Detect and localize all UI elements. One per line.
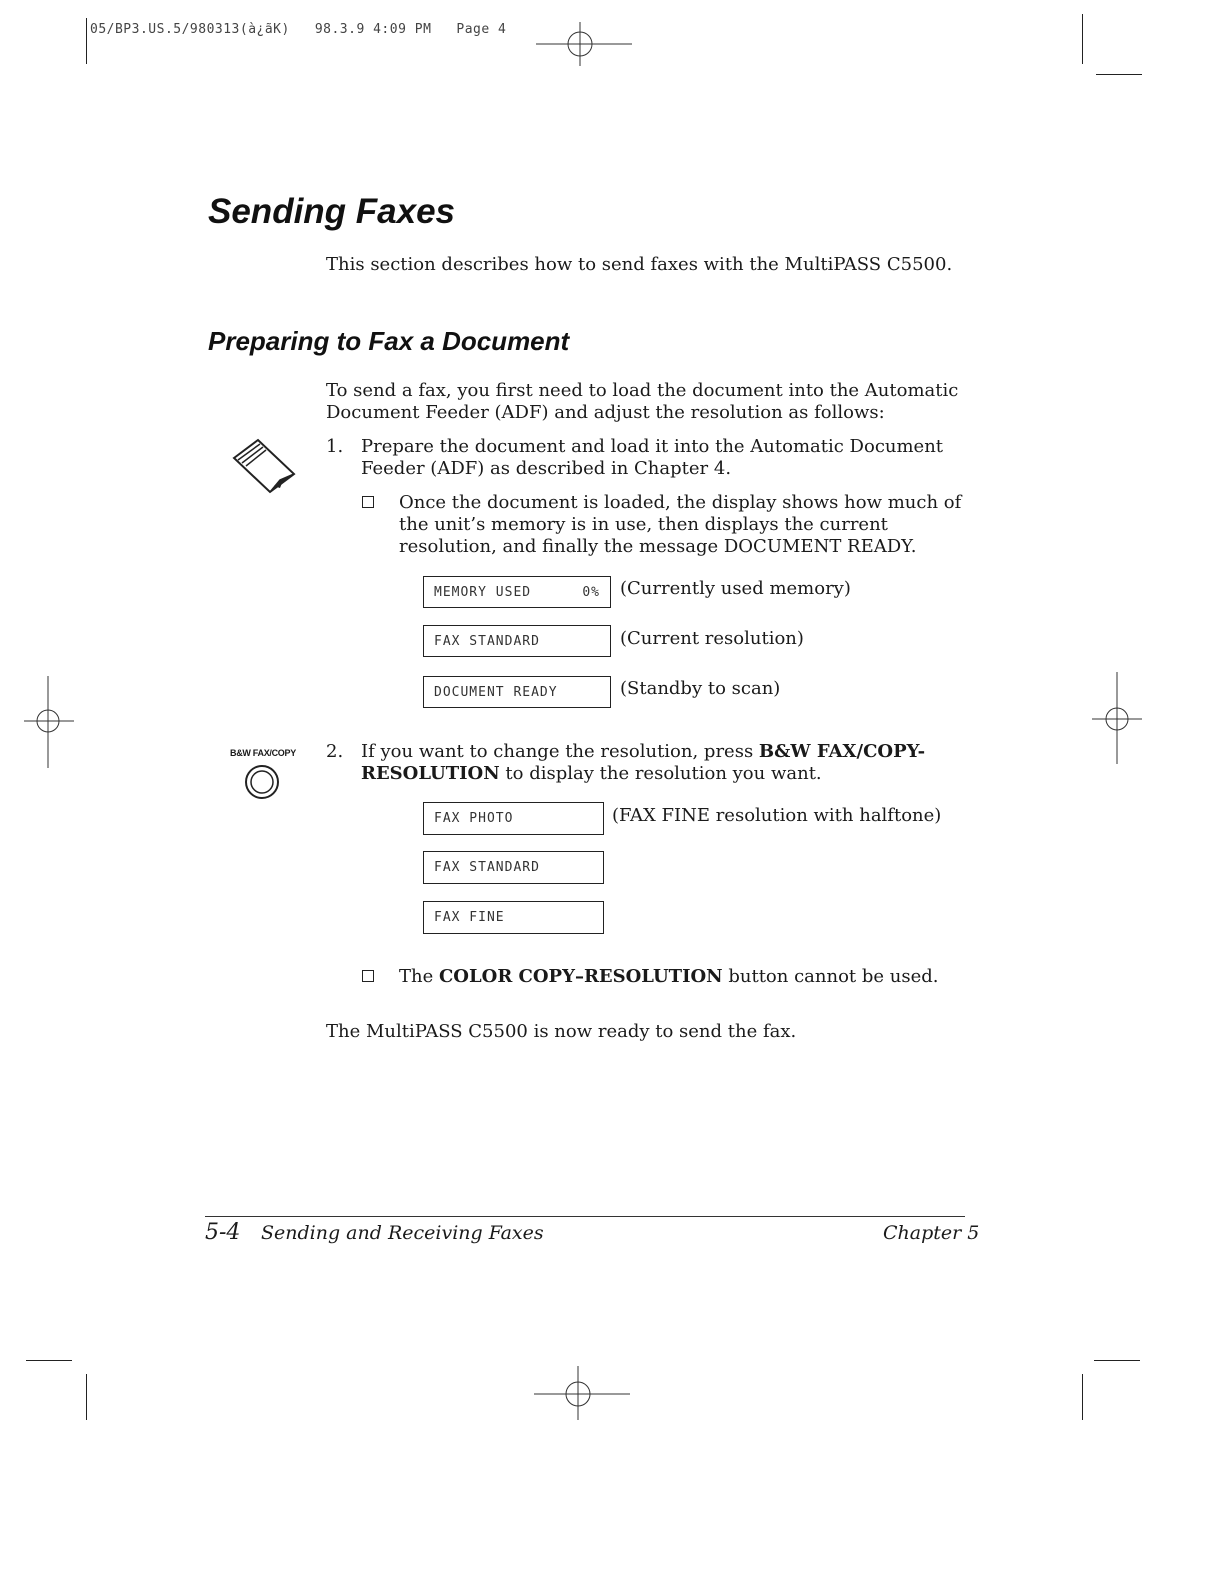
lcd-note: (Standby to scan) xyxy=(620,678,781,699)
closing-text: The MultiPASS C5500 is now ready to send the fax. xyxy=(326,1021,797,1042)
lcd-display xyxy=(423,576,611,608)
step-number: 2. xyxy=(326,741,344,762)
button-name: COLOR COPY–RESOLUTION xyxy=(438,966,723,987)
lcd-display xyxy=(423,625,611,657)
lead-line: To send a fax, you first need to load the document into the Automatic xyxy=(326,380,959,401)
button-icon xyxy=(243,763,281,801)
lcd-note: (Current resolution) xyxy=(620,628,804,649)
crop-mark xyxy=(86,1374,87,1420)
step-line: Feeder (ADF) as described in Chapter 4. xyxy=(361,458,732,479)
section-title: Preparing to Fax a Document xyxy=(208,326,570,356)
crop-mark xyxy=(1082,1374,1083,1420)
lcd-text: FAX STANDARD xyxy=(434,860,540,875)
lcd-display xyxy=(423,802,604,835)
bullet-box xyxy=(362,970,374,982)
intro-text: This section describes how to send faxes with the MultiPASS C5500. xyxy=(326,254,953,275)
bullet-box xyxy=(362,496,374,508)
lcd-note: (Currently used memory) xyxy=(620,578,851,599)
step-text xyxy=(361,741,925,785)
footer-chapter: Chapter 5 xyxy=(883,1222,980,1244)
crop-mark xyxy=(1082,14,1083,64)
lcd-text: FAX STANDARD xyxy=(434,633,540,649)
lcd-note: (FAX FINE resolution with halftone) xyxy=(612,805,942,826)
button-label: B&W FAX/COPY xyxy=(230,748,296,758)
crop-mark xyxy=(1096,74,1142,75)
registration-mark-left xyxy=(24,676,74,768)
button-name: B&W FAX/COPY- xyxy=(758,741,926,762)
step-text-plain: to display the resolution you want. xyxy=(499,763,822,784)
lcd-text: MEMORY USED xyxy=(434,584,532,600)
page-title: Sending Faxes xyxy=(208,192,456,231)
crop-mark xyxy=(1094,1360,1140,1361)
lcd-text: FAX FINE xyxy=(434,910,505,925)
lcd-display xyxy=(423,901,604,934)
step-text-plain: If you want to change the resolution, press xyxy=(361,741,759,762)
footer-page-number: 5-4 xyxy=(205,1220,241,1245)
bullet-line: the unit’s memory is in use, then displays the current xyxy=(399,514,888,535)
registration-mark-top xyxy=(536,22,632,66)
bullet-text xyxy=(399,966,939,988)
bullet-plain: button cannot be used. xyxy=(722,966,939,987)
step-text xyxy=(361,436,943,480)
lcd-display xyxy=(423,851,604,884)
footer-section-title: Sending and Receiving Faxes xyxy=(261,1222,544,1244)
lcd-value: 0% xyxy=(582,584,600,600)
step-line: Prepare the document and load it into the Automatic Document xyxy=(361,436,944,457)
lead-line: Document Feeder (ADF) and adjust the resolution as follows: xyxy=(326,402,885,423)
document-icon xyxy=(228,436,300,494)
section-lead xyxy=(326,380,958,424)
registration-mark-right xyxy=(1092,672,1142,764)
crop-mark xyxy=(26,1360,72,1361)
bullet-plain: The xyxy=(399,966,439,987)
step-number: 1. xyxy=(326,436,344,457)
bullet-line: Once the document is loaded, the display shows how much of xyxy=(399,492,962,513)
lcd-text: DOCUMENT READY xyxy=(434,684,558,700)
bullet-text xyxy=(399,492,961,558)
footer-rule xyxy=(205,1216,965,1217)
lcd-display xyxy=(423,676,611,708)
print-slug: 05/BP3.US.5/980313(à¿ãK) 98.3.9 4:09 PM Page 4 xyxy=(90,22,507,37)
button-name: RESOLUTION xyxy=(361,763,500,784)
registration-mark-bottom xyxy=(534,1366,630,1420)
bullet-line: resolution, and finally the message DOCUMENT READY. xyxy=(399,536,917,557)
crop-mark xyxy=(86,18,87,64)
lcd-text: FAX PHOTO xyxy=(434,811,514,826)
